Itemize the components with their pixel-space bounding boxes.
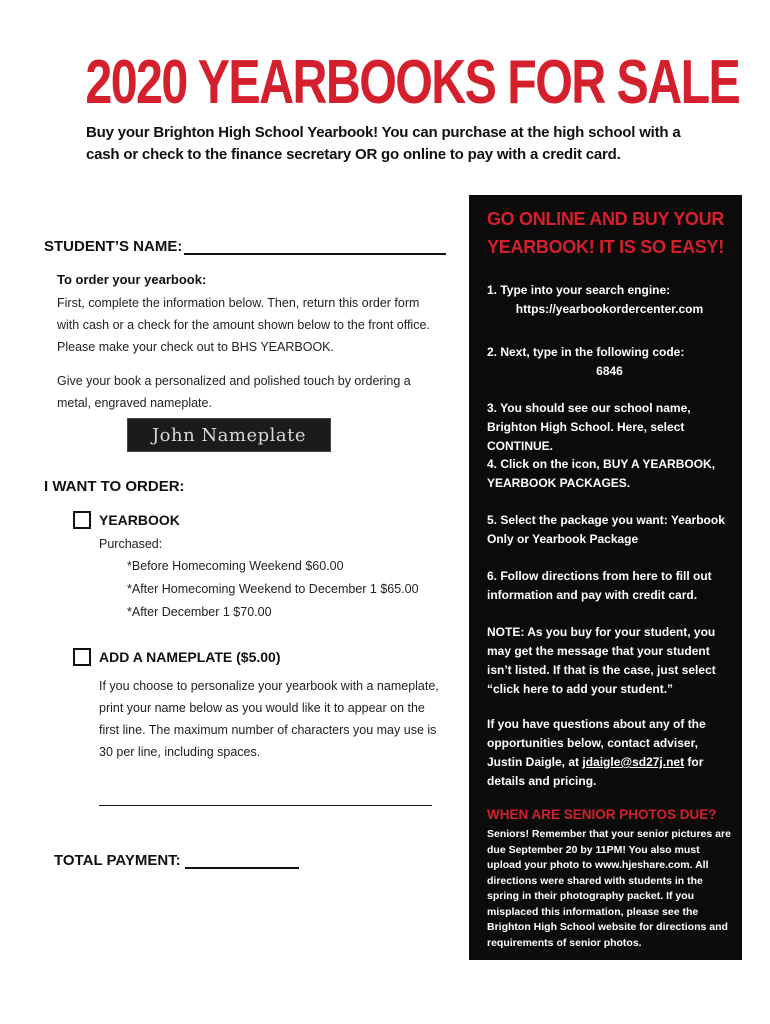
student-name-field[interactable] (44, 238, 446, 255)
step-6: 6. Follow directions from here to fill out information and pay with credit card. (487, 569, 712, 602)
step-3: 3. You should see our school name, Brighton High School. Here, select CONTINUE. (487, 401, 691, 453)
questions-pre: If you have questions about any of the opportunities below, contact adviser, Justin Daigle, at (487, 717, 706, 769)
total-payment-label: TOTAL PAYMENT: (54, 852, 181, 869)
order-instructions: First, complete the information below. Then, return this order form with cash or a check for the amount shown below to the front office. Please make your check out to BHS YEARBOOK. (57, 296, 430, 354)
nameplate-description: If you choose to personalize your yearbook with a nameplate, print your name below as you would like it to appear on the first line. The maximum number of characters you may use is 30 per line, including spaces. (99, 679, 439, 759)
order-heading: To order your yearbook: (57, 272, 207, 287)
price-item: *After December 1 $70.00 (127, 605, 272, 619)
student-name-label: STUDENT’S NAME: (44, 238, 183, 255)
nameplate-checkbox[interactable] (73, 648, 91, 666)
order-url[interactable]: https://yearbookordercenter.com (515, 302, 704, 316)
page-title: 2020 YEARBOOKS FOR SALE (85, 48, 740, 117)
note-text: NOTE: As you buy for your student, you may get the message that your student isn’t listed. If that is the case, just select “click here to add your student.” (487, 625, 716, 696)
nameplate-promo: Give your book a personalized and polished touch by ordering a metal, engraved nameplate. (57, 374, 411, 410)
purchased-label: Purchased: (99, 537, 163, 551)
student-name-line[interactable] (184, 239, 446, 255)
online-order-panel (469, 195, 742, 960)
step-1-text: 1. Type into your search engine: (487, 283, 671, 297)
senior-photos-text: Seniors! Remember that your senior pictures are due September 20 by 11PM! You also must upload your photo to www.hjeshare.com. All directions were shared with students in the spring in their photography packet. If you misplaced this information, please see the Brighton High School website for directions and requirements of senior photos. (487, 828, 731, 949)
price-item: *Before Homecoming Weekend $60.00 (127, 559, 344, 573)
yearbook-label: YEARBOOK (99, 512, 180, 528)
questions-post: for details and pricing. (487, 755, 704, 788)
order-options-heading: I WANT TO ORDER: (44, 478, 185, 495)
adviser-email-link[interactable]: jdaigle@sd27j.net (582, 755, 685, 769)
nameplate-print-line[interactable] (99, 805, 432, 806)
order-code: 6846 (596, 364, 623, 378)
senior-photos-heading: WHEN ARE SENIOR PHOTOS DUE? (487, 807, 717, 822)
nameplate-option-label: ADD A NAMEPLATE ($5.00) (99, 649, 281, 665)
step-2-text: 2. Next, type in the following code: (487, 345, 685, 359)
panel-heading: GO ONLINE AND BUY YOUR YEARBOOK! IT IS SO EASY! (486, 209, 725, 257)
price-list (127, 555, 419, 624)
yearbook-checkbox[interactable] (73, 511, 91, 529)
price-item: *After Homecoming Weekend to December 1 $65.00 (127, 582, 419, 596)
questions-text (487, 715, 732, 791)
step-5: 5. Select the package you want: Yearbook Only or Yearbook Package (487, 513, 725, 546)
total-payment-line[interactable] (185, 853, 299, 869)
total-payment-field[interactable] (54, 852, 299, 869)
step-2 (487, 343, 732, 381)
nameplate-sample: John Nameplate (127, 418, 331, 452)
step-1 (487, 281, 732, 319)
intro-text: Buy your Brighton High School Yearbook! You can purchase at the high school with a cash or check to the finance secretary OR go online to pay with a credit card. (86, 124, 681, 163)
step-4: 4. Click on the icon, BUY A YEARBOOK, YEARBOOK PACKAGES. (487, 457, 716, 490)
